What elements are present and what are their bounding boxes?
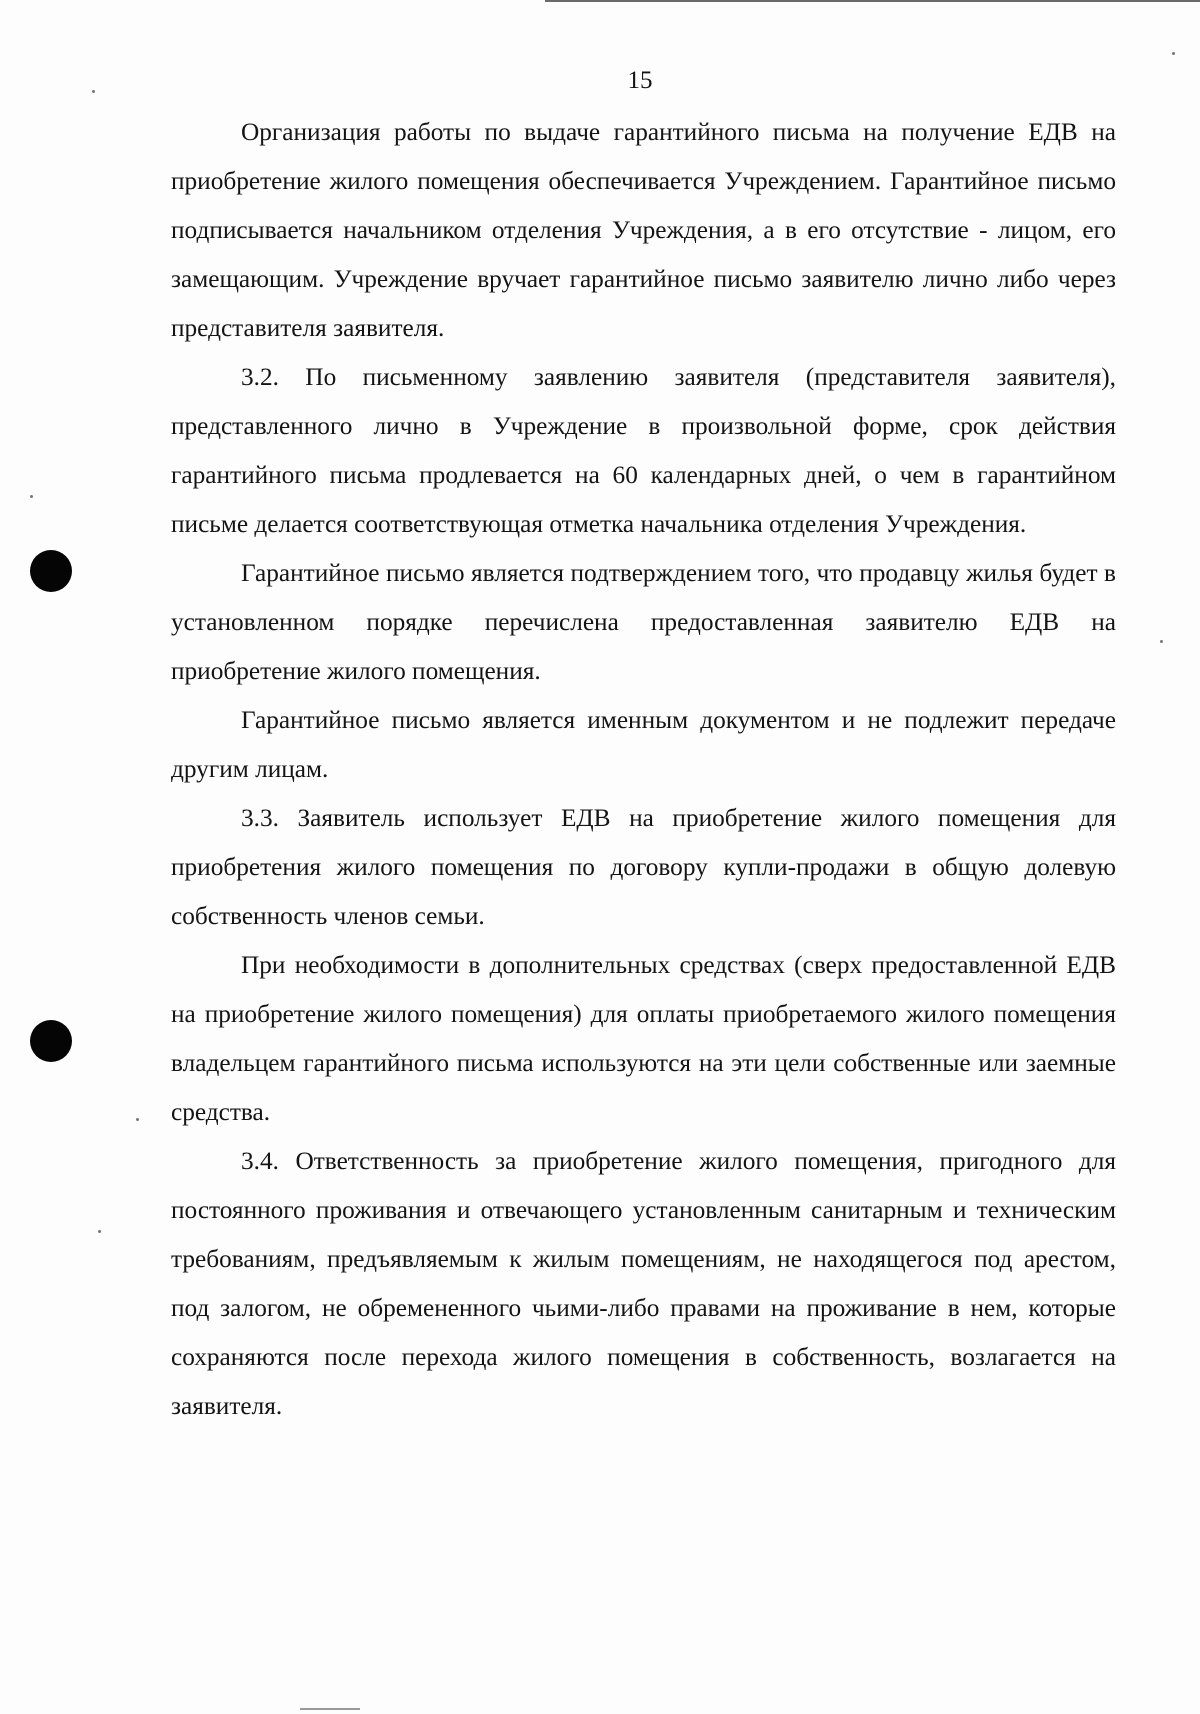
paragraph-guarantee-letter-organization: Организация работы по выдаче гарантийного письма на получение ЕДВ на приобретение жилого помещения обеспечивается Учреждением. Гарантийное письмо подписывается начальником отделения Учреждения, а в его отсутствие - лицом, его замещающим. Учреждение вручает гарантийное письмо заявителю лично либо через представителя заявителя. — [171, 118, 1116, 342]
paragraph-guarantee-confirmation: Гарантийное письмо является подтверждением того, что продавцу жилья будет в установленном порядке перечислена предоставленная заявителю ЕДВ на приобретение жилого помещения. — [171, 559, 1116, 685]
page-number: 15 — [627, 67, 653, 94]
paragraph-named-document: Гарантийное письмо является именным документом и не подлежит передаче другим лицам. — [171, 706, 1116, 783]
paragraph-additional-funds: При необходимости в дополнительных средствах (сверх предоставленной ЕДВ на приобретение жилого помещения) для оплаты приобретаемого жилого помещения владельцем гарантийного письма используются на эти цели собственные или заемные средства. — [171, 951, 1116, 1126]
punch-hole-bottom — [30, 1020, 72, 1062]
scan-edge-top — [545, 0, 1200, 2]
punch-hole-top — [30, 550, 72, 592]
scan-speck — [1172, 52, 1175, 55]
scan-speck — [30, 495, 33, 498]
scan-speck — [92, 90, 95, 93]
document-body — [171, 108, 1116, 1431]
scan-speck — [1160, 640, 1163, 643]
scan-speck — [136, 1118, 139, 1121]
paragraph-3-3-usage: 3.3. Заявитель использует ЕДВ на приобретение жилого помещения для приобретения жилого помещения по договору купли-продажи в общую долевую собственность членов семьи. — [171, 804, 1116, 930]
scan-edge-bottom — [300, 1708, 360, 1710]
paragraph-3-4-responsibility: 3.4. Ответственность за приобретение жилого помещения, пригодного для постоянного проживания и отвечающего установленным санитарным и техническим требованиям, предъявляемым к жилым помещениям, не находящегося под арестом, под залогом, не обремененного чьими-либо правами на проживание в нем, которые сохраняются после перехода жилого помещения в собственность, возлагается на заявителя. — [171, 1147, 1116, 1420]
paragraph-3-2-extension: 3.2. По письменному заявлению заявителя (представителя заявителя), представленного лично в Учреждение в произвольной форме, срок действия гарантийного письма продлевается на 60 календарных дней, о чем в гарантийном письме делается соответствующая отметка начальника отделения Учреждения. — [171, 363, 1116, 538]
scan-speck — [98, 1230, 101, 1233]
